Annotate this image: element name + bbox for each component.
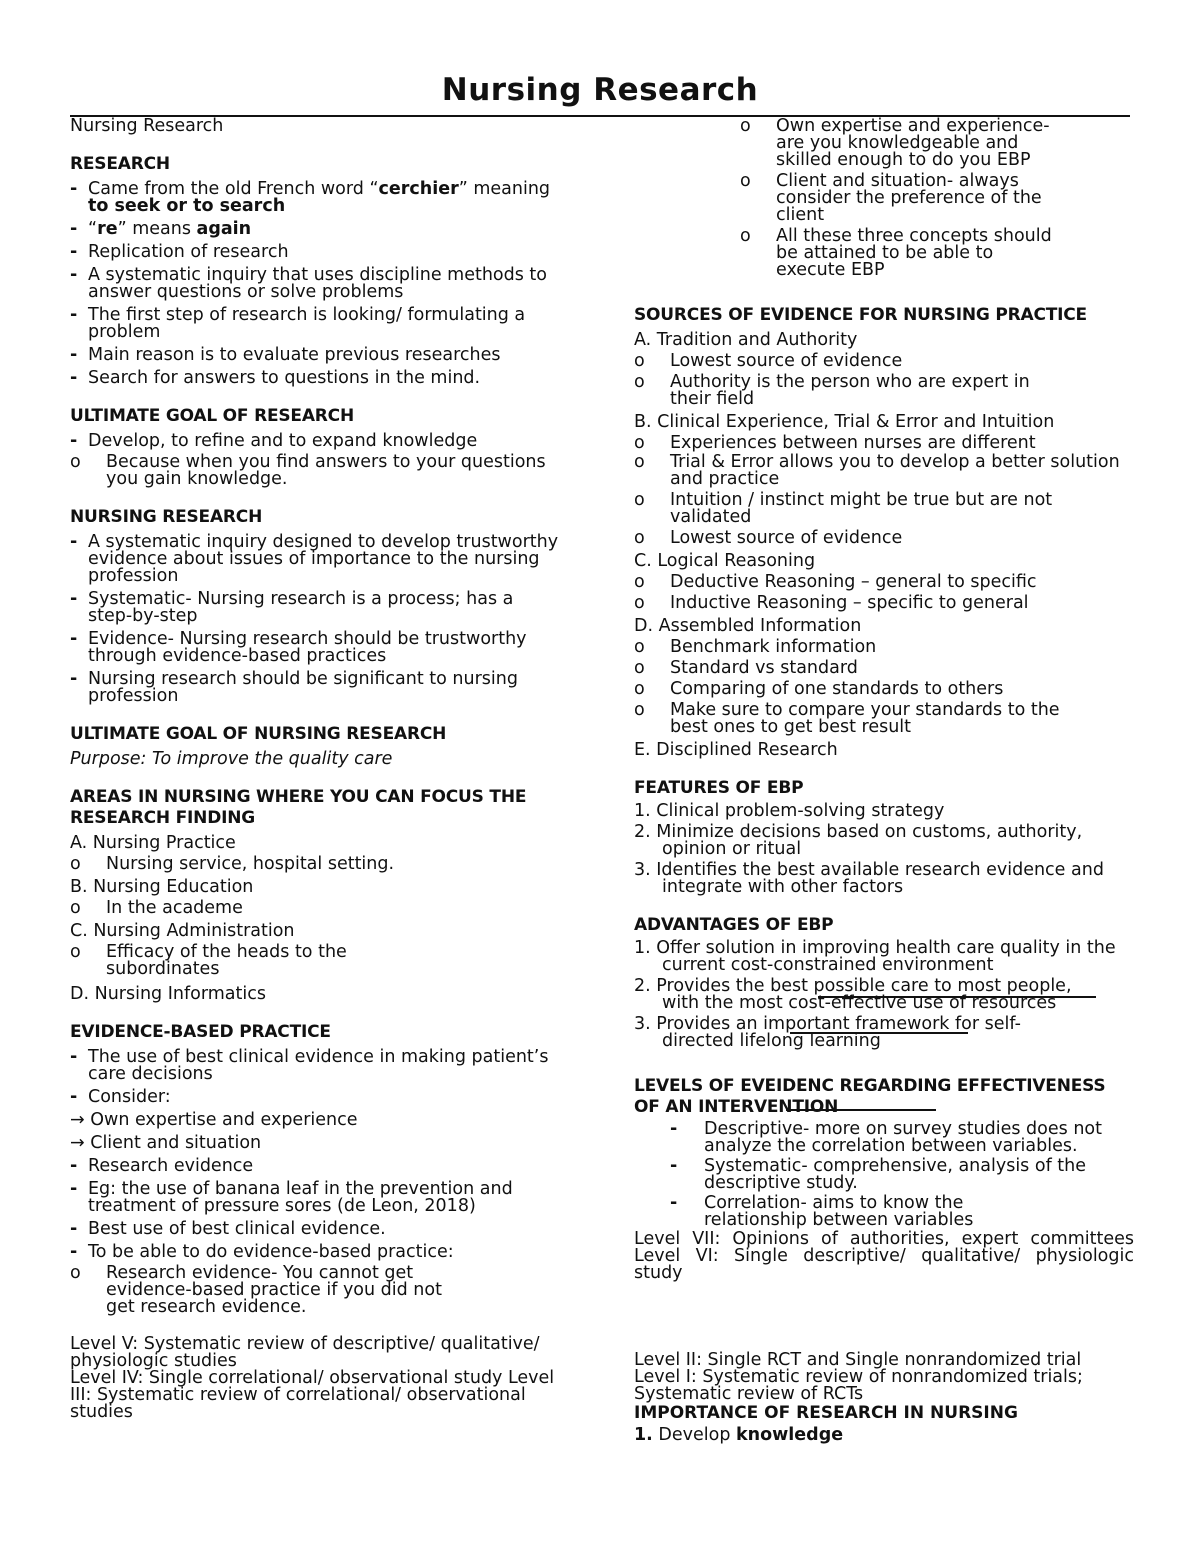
source-sub: o Make sure to compare your standards to the best ones to get best result (634, 702, 1060, 736)
underline-mark (786, 1109, 936, 1111)
area-item: B. Nursing Education (70, 877, 254, 897)
areas-heading: AREAS IN NURSING WHERE YOU CAN FOCUS THE RESEARCH FINDING (70, 787, 527, 828)
source-sub: o Standard vs standard (634, 660, 1134, 677)
ultimate-goal-nr-heading: ULTIMATE GOAL OF NURSING RESEARCH (70, 724, 447, 744)
source-item: A. Tradition and Authority (634, 330, 858, 350)
level-text: Level V: Systematic review of descriptive/ qualitative/ physiologic studies (70, 1334, 540, 1371)
underline-mark (790, 1032, 968, 1034)
underline-mark (818, 996, 1096, 998)
ebp-arrow-item: → Own expertise and experience (70, 1110, 358, 1130)
feature-item: 2. Minimize decisions based on customs, authority, opinion or ritual (634, 822, 1083, 859)
source-item: D. Assembled Information (634, 616, 862, 636)
source-sub: o Benchmark information (634, 639, 1134, 656)
advantage-item: 2. Provides the best possible care to most people, with the most cost-effective use of resources (634, 976, 1072, 1013)
ebp-arrow-item: → Client and situation (70, 1133, 262, 1153)
level-text: Level IV: Single correlational/ observational study Level III: Systematic review of correlational/ observational studies (70, 1368, 555, 1422)
feature-item: 1. Clinical problem-solving strategy (634, 801, 945, 821)
area-sub: o Nursing service, hospital setting. (70, 856, 560, 873)
advantage-item: 1. Offer solution in improving health care quality in the current cost-constrained environment (634, 938, 1116, 975)
nursing-research-bullet: - A systematic inquiry designed to develop trustworthy evidence about issues of importance to the nursing profession (70, 534, 560, 585)
ebp-bullet: - To be able to do evidence-based practice: (70, 1244, 560, 1261)
ebp-heading: EVIDENCE-BASED PRACTICE (70, 1022, 331, 1042)
research-heading: RESEARCH (70, 154, 170, 174)
research-bullet: - A systematic inquiry that uses discipline methods to answer questions or solve problems (70, 267, 560, 301)
advantages-heading: ADVANTAGES OF EBP (634, 915, 834, 935)
left-column (70, 116, 560, 1421)
ebp-bullet: - Consider: (70, 1089, 560, 1106)
features-heading: FEATURES OF EBP (634, 778, 804, 798)
source-sub: o Experiences between nurses are different (634, 435, 1134, 452)
area-item: D. Nursing Informatics (70, 984, 266, 1004)
levels-text: Level VII: Opinions of authorities, expert committees Level VI: Single descriptive/ qualitative/ physiologic study (634, 1229, 1134, 1283)
sources-heading: SOURCES OF EVIDENCE FOR NURSING PRACTICE (634, 305, 1087, 325)
research-bullet: - “re” means again (70, 221, 560, 238)
source-sub: o Trial & Error allows you to develop a better solution and practice (634, 454, 1134, 488)
page-title: Nursing Research (441, 72, 759, 108)
importance-item: 1. Develop knowledge (634, 1425, 844, 1445)
research-bullet: - Search for answers to questions in the mind. (70, 370, 560, 387)
levels-bottom-text: Level I: Systematic review of nonrandomized trials; Systematic review of RCTs (634, 1367, 1083, 1404)
ultimate-goal-bullet: - Develop, to refine and to expand knowledge (70, 433, 560, 450)
ultimate-goal-heading: ULTIMATE GOAL OF RESEARCH (70, 406, 354, 426)
area-sub: o In the academe (70, 900, 560, 917)
levels-heading: LEVELS OF EVEIDENC REGARDING EFFECTIVENESS OF AN INTERVENTION (634, 1076, 1106, 1117)
ultimate-goal-sub: o Because when you find answers to your questions you gain knowledge. (70, 454, 560, 488)
source-item: E. Disciplined Research (634, 740, 838, 760)
levels-bullet: - Correlation- aims to know the relationship between variables (634, 1195, 1054, 1229)
subtitle: Nursing Research (70, 116, 224, 136)
source-sub: o Inductive Reasoning – specific to general (634, 595, 1134, 612)
source-item: C. Logical Reasoning (634, 551, 816, 571)
area-item: A. Nursing Practice (70, 833, 236, 853)
nursing-research-bullet: - Evidence- Nursing research should be trustworthy through evidence-based practices (70, 631, 560, 665)
research-bullet: - Main reason is to evaluate previous researches (70, 347, 560, 364)
ebp-cont-item: o Client and situation- always consider the preference of the client (740, 173, 1066, 224)
nursing-research-bullet: - Systematic- Nursing research is a process; has a step-by-step (70, 591, 560, 625)
ebp-cont-item: o All these three concepts should be attained to be able to execute EBP (740, 228, 1066, 279)
feature-item: 3. Identifies the best available research evidence and integrate with other factors (634, 860, 1104, 897)
levels-bullet: - Descriptive- more on survey studies does not analyze the correlation between variables. (634, 1121, 1104, 1155)
importance-heading: IMPORTANCE OF RESEARCH IN NURSING (634, 1403, 1018, 1423)
source-sub: o Lowest source of evidence (634, 530, 1134, 547)
ebp-sub: o Research evidence- You cannot get evidence-based practice if you did not get research evidence. (70, 1265, 446, 1316)
research-bullet: - Replication of research (70, 244, 560, 261)
source-sub: o Deductive Reasoning – general to specific (634, 574, 1134, 591)
levels-bullet: - Systematic- comprehensive, analysis of the descriptive study. (634, 1158, 1104, 1192)
ebp-bullet: - Research evidence (70, 1158, 560, 1175)
source-item: B. Clinical Experience, Trial & Error and Intuition (634, 412, 1055, 432)
source-sub: o Comparing of one standards to others (634, 681, 1134, 698)
levels-bottom-text: Level II: Single RCT and Single nonrandomized trial (634, 1350, 1082, 1370)
source-sub: o Lowest source of evidence (634, 353, 1134, 370)
advantage-item: 3. Provides an important framework for self-directed lifelong learning (634, 1014, 1021, 1051)
source-sub: o Authority is the person who are expert in their field (634, 374, 1030, 408)
purpose-text: Purpose: To improve the quality care (70, 749, 393, 769)
area-item: C. Nursing Administration (70, 921, 295, 941)
ebp-bullet: - Best use of best clinical evidence. (70, 1221, 560, 1238)
ebp-bullet: - Eg: the use of banana leaf in the prevention and treatment of pressure sores (de Leon, 2018) (70, 1181, 560, 1215)
nursing-research-bullet: - Nursing research should be significant to nursing profession (70, 671, 560, 705)
ebp-bullet: - The use of best clinical evidence in making patient’s care decisions (70, 1049, 560, 1083)
ebp-cont-item: o Own expertise and experience- are you knowledgeable and skilled enough to do you EBP (740, 118, 1066, 169)
research-bullet: - Came from the old French word “cerchier” meaning to seek or to search (70, 181, 560, 215)
research-bullet: - The first step of research is looking/ formulating a problem (70, 307, 560, 341)
area-sub: o Efficacy of the heads to the subordinates (70, 944, 356, 978)
source-sub: o Intuition / instinct might be true but are not validated (634, 492, 1060, 526)
right-column (634, 116, 1134, 1444)
nursing-research-heading: NURSING RESEARCH (70, 507, 263, 527)
